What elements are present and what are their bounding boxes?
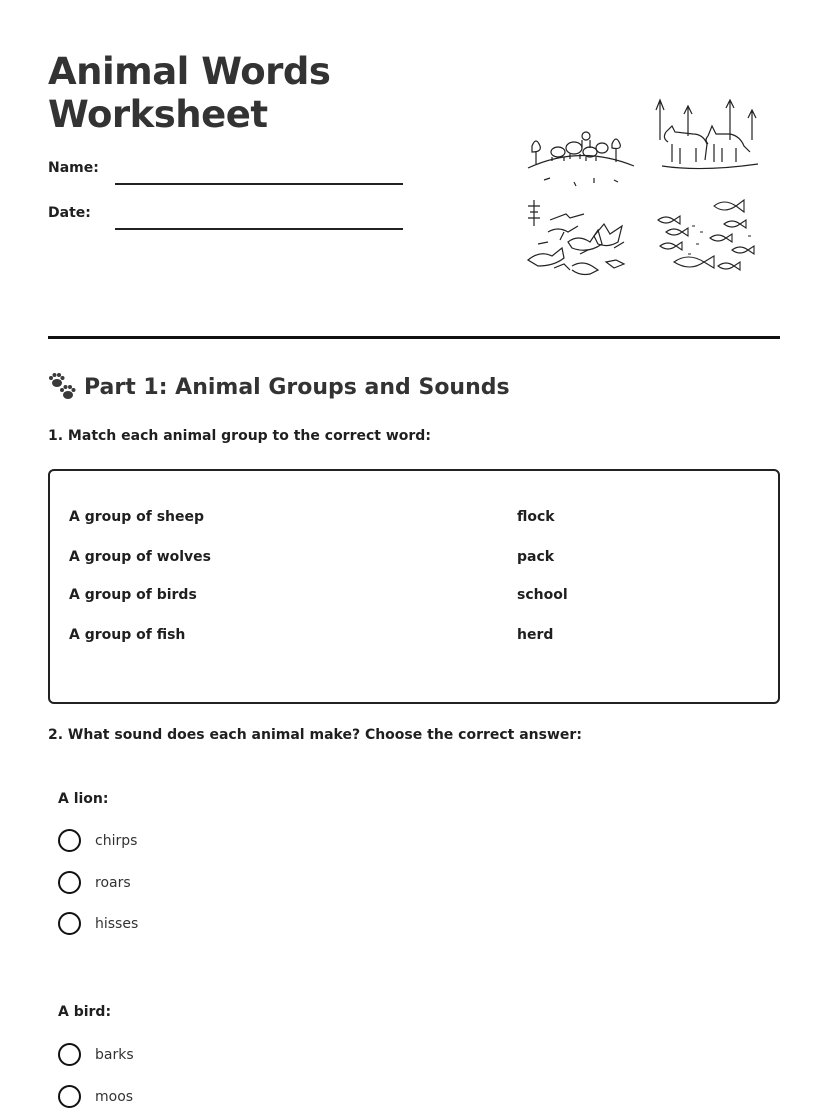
date-label: Date: — [48, 205, 91, 221]
match-left-item[interactable]: A group of birds — [69, 587, 197, 603]
section-divider — [48, 336, 780, 339]
date-field[interactable] — [48, 203, 403, 223]
bird-option-barks[interactable] — [58, 1043, 134, 1066]
option-label: barks — [95, 1046, 134, 1063]
date-line[interactable] — [115, 228, 403, 230]
lion-option-roars[interactable] — [58, 871, 131, 894]
bird-flock-illustration — [524, 196, 636, 286]
radio-button[interactable] — [58, 1043, 81, 1066]
match-right-item[interactable]: pack — [517, 549, 555, 565]
part1-heading-text: Part 1: Animal Groups and Sounds — [84, 374, 510, 400]
option-label: hisses — [95, 915, 139, 932]
lion-option-chirps[interactable] — [58, 829, 137, 852]
option-label: roars — [95, 874, 131, 891]
lion-question-label: A lion: — [58, 791, 109, 807]
radio-button[interactable] — [58, 1085, 81, 1108]
match-right-item[interactable]: flock — [517, 509, 555, 525]
match-left-item[interactable]: A group of sheep — [69, 509, 205, 525]
radio-button[interactable] — [58, 829, 81, 852]
animal-illustrations — [524, 96, 764, 288]
title-line-1: Animal Words — [48, 50, 331, 93]
paw-prints-icon — [48, 372, 78, 402]
title-line-2: Worksheet — [48, 93, 268, 136]
name-label: Name: — [48, 160, 99, 176]
question-2: 2. What sound does each animal make? Choose the correct answer: — [48, 727, 582, 743]
match-right-item[interactable]: herd — [517, 627, 554, 643]
part1-heading — [48, 372, 510, 402]
match-left-item[interactable]: A group of wolves — [69, 549, 212, 565]
name-line[interactable] — [115, 183, 403, 185]
option-label: moos — [95, 1088, 134, 1105]
option-label: chirps — [95, 832, 138, 849]
radio-button[interactable] — [58, 871, 81, 894]
sheep-flock-illustration — [524, 108, 636, 198]
radio-button[interactable] — [58, 912, 81, 935]
bird-question-label: A bird: — [58, 1004, 112, 1020]
question-1: 1. Match each animal group to the correct word: — [48, 428, 431, 444]
worksheet-title — [48, 50, 368, 136]
wolf-pack-illustration — [652, 96, 764, 186]
match-left-item[interactable]: A group of fish — [69, 627, 186, 643]
match-right-item[interactable]: school — [517, 587, 568, 603]
bird-option-moos[interactable] — [58, 1085, 133, 1108]
lion-option-hisses[interactable] — [58, 912, 138, 935]
fish-school-illustration — [652, 196, 764, 286]
matching-box — [48, 469, 780, 704]
name-field[interactable] — [48, 158, 403, 178]
